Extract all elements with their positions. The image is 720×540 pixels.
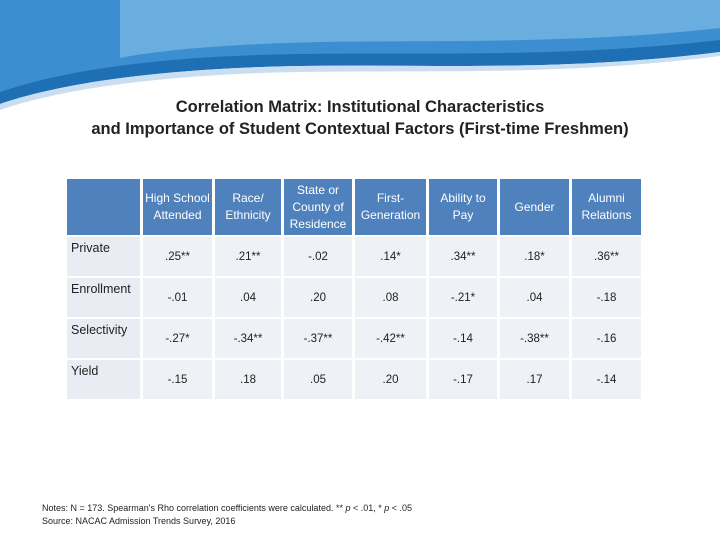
table-cell: -.18 xyxy=(572,278,641,317)
slide-title xyxy=(0,96,720,140)
table-cell: -.14 xyxy=(429,319,497,358)
table-cell: .18 xyxy=(215,360,281,399)
table-cell: .20 xyxy=(284,278,352,317)
col-high-school-attended: High School Attended xyxy=(143,179,212,235)
table-cell: -.27* xyxy=(143,319,212,358)
col-race-ethnicity: Race/ Ethnicity xyxy=(215,179,281,235)
table-row xyxy=(67,278,641,317)
row-label-yield: Yield xyxy=(67,360,140,399)
title-line-1: Correlation Matrix: Institutional Characteristics xyxy=(175,98,545,116)
table-cell: -.14 xyxy=(572,360,641,399)
notes-mid: < .01, * xyxy=(350,503,385,513)
table-cell: .08 xyxy=(355,278,426,317)
notes-end: < .05 xyxy=(389,503,413,513)
table-cell: -.38** xyxy=(500,319,569,358)
table-cell: -.37** xyxy=(284,319,352,358)
table-cell: -.34** xyxy=(215,319,281,358)
header-row xyxy=(67,179,641,235)
col-first-generation: First-Generation xyxy=(355,179,426,235)
table-cell: .34** xyxy=(429,237,497,276)
table-cell: .04 xyxy=(215,278,281,317)
table-row xyxy=(67,237,641,276)
table-cell: .20 xyxy=(355,360,426,399)
row-label-private: Private xyxy=(67,237,140,276)
table-cell: -.21* xyxy=(429,278,497,317)
notes-p-symbol: p xyxy=(345,503,351,513)
table-cell: .21** xyxy=(215,237,281,276)
table-row xyxy=(67,360,641,399)
notes-p-symbol: p xyxy=(384,503,390,513)
table-cell: .14* xyxy=(355,237,426,276)
col-alumni-relations: Alumni Relations xyxy=(572,179,641,235)
table-row xyxy=(67,319,641,358)
table-notes xyxy=(42,502,412,528)
source-line: Source: NACAC Admission Trends Survey, 2016 xyxy=(42,516,236,526)
table-cell: -.02 xyxy=(284,237,352,276)
table-cell: -.16 xyxy=(572,319,641,358)
notes-line xyxy=(42,502,412,515)
col-gender: Gender xyxy=(500,179,569,235)
table-cell: .04 xyxy=(500,278,569,317)
table-cell: -.15 xyxy=(143,360,212,399)
table-cell: .18* xyxy=(500,237,569,276)
table-cell: -.17 xyxy=(429,360,497,399)
title-line-2: and Importance of Student Contextual Factors (First-time Freshmen) xyxy=(91,120,629,138)
table-cell: .17 xyxy=(500,360,569,399)
row-label-selectivity: Selectivity xyxy=(67,319,140,358)
row-label-enrollment: Enrollment xyxy=(67,278,140,317)
notes-prefix: Notes: N = 173. Spearman's Rho correlation coefficients were calculated. ** xyxy=(42,503,346,513)
corner-cell xyxy=(67,179,140,235)
col-ability-to-pay: Ability to Pay xyxy=(429,179,497,235)
table-cell: .05 xyxy=(284,360,352,399)
table-cell: .25** xyxy=(143,237,212,276)
correlation-table xyxy=(64,177,644,401)
table-cell: .36** xyxy=(572,237,641,276)
table-cell: -.01 xyxy=(143,278,212,317)
table-cell: -.42** xyxy=(355,319,426,358)
col-state-or-county: State or County of Residence xyxy=(284,179,352,235)
